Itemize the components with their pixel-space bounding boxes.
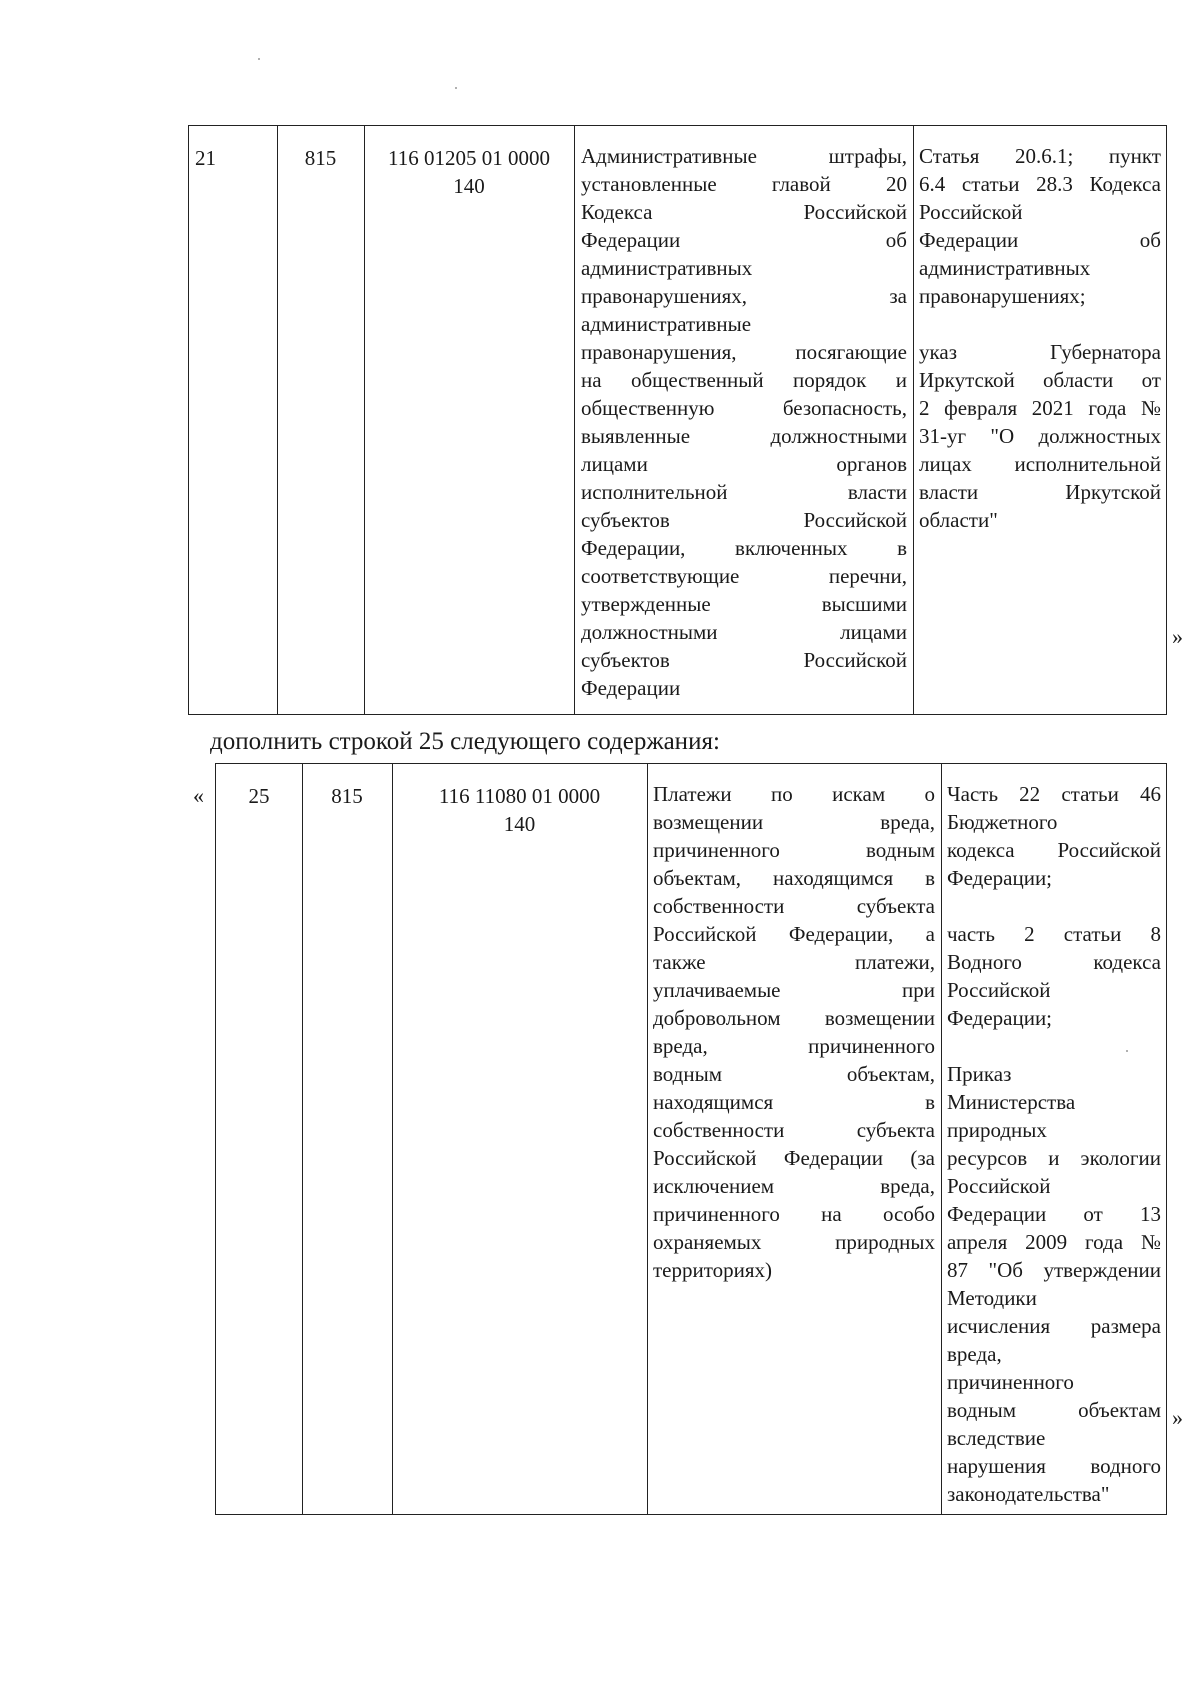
- kbk-code: [392, 782, 647, 838]
- text-line: причиненного водным: [653, 838, 935, 862]
- column-divider: [302, 764, 303, 1514]
- text-line: Методики: [947, 1286, 1037, 1310]
- text-line: Федерации;: [947, 1006, 1053, 1030]
- text-line: вследствие: [947, 1426, 1046, 1450]
- admin-code: 815: [304, 146, 337, 170]
- scan-speck: [258, 58, 260, 60]
- column-divider: [941, 764, 942, 1514]
- text-line: 6.4 статьи 28.3 Кодекса: [919, 172, 1161, 196]
- text-line: Иркутской области от: [919, 368, 1161, 392]
- text-line: Часть 22 статьи 46: [947, 782, 1161, 806]
- column-divider: [392, 764, 393, 1514]
- text-line: ресурсов и экологии: [947, 1146, 1161, 1170]
- text-line: уплачиваемые при: [653, 978, 935, 1002]
- text-line: нарушения водного: [947, 1454, 1161, 1478]
- text-line: правонарушениях;: [919, 284, 1086, 308]
- text-line: вреда, причиненного: [653, 1034, 935, 1058]
- text-line: Федерации от 13: [947, 1202, 1161, 1226]
- text-line: административных: [581, 256, 753, 280]
- closing-quote: »: [1172, 624, 1183, 649]
- text-line: причиненного: [947, 1370, 1074, 1394]
- scan-speck: [455, 87, 457, 89]
- text-line: 2 февраля 2021 года №: [919, 396, 1161, 420]
- opening-quote: «: [193, 783, 204, 808]
- text-line: Водного кодекса: [947, 950, 1161, 974]
- text-line: Приказ: [947, 1062, 1012, 1086]
- text-line: [947, 892, 1161, 920]
- text-line: добровольном возмещении: [653, 1006, 935, 1030]
- text-line: Российской Федерации, а: [653, 922, 935, 946]
- row-number: 21: [195, 146, 216, 170]
- text-line: соответствующие перечни,: [581, 564, 907, 588]
- text-line: должностными лицами: [581, 620, 907, 644]
- kbk-line-1: 116 11080 01 0000: [438, 784, 601, 808]
- text-line: возмещении вреда,: [653, 810, 935, 834]
- text-line: часть 2 статьи 8: [947, 922, 1161, 946]
- text-line: водным объектам,: [653, 1062, 935, 1086]
- kbk-line-2: 140: [503, 812, 536, 836]
- text-line: исполнительной власти: [581, 480, 907, 504]
- text-line: лицах исполнительной: [919, 452, 1161, 476]
- text-line: Российской: [919, 200, 1023, 224]
- text-line: выявленные должностными: [581, 424, 907, 448]
- kbk-line-2: 140: [453, 174, 485, 198]
- table-row-25: [215, 763, 1167, 1515]
- text-line: указ Губернатора: [919, 340, 1161, 364]
- text-line: собственности субъекта: [653, 1118, 935, 1142]
- kbk-line-1: 116 01205 01 0000: [388, 146, 550, 170]
- text-line: Федерации, включенных в: [581, 536, 907, 560]
- closing-quote: »: [1172, 1405, 1183, 1430]
- column-divider: [913, 126, 914, 714]
- legal-basis: [947, 780, 1161, 1508]
- text-line: находящимся в: [653, 1090, 935, 1114]
- admin-code: 815: [331, 784, 363, 808]
- text-line: на общественный порядок и: [581, 368, 907, 392]
- text-line: лицами органов: [581, 452, 907, 476]
- text-line: природных: [947, 1118, 1047, 1142]
- text-line: утвержденные высшими: [581, 592, 907, 616]
- text-line: Российской: [947, 1174, 1051, 1198]
- text-line: [947, 1032, 1161, 1060]
- text-line: Федерации;: [947, 866, 1053, 890]
- revenue-name: [653, 780, 935, 1284]
- text-line: общественную безопасность,: [581, 396, 907, 420]
- text-line: вреда,: [947, 1342, 1002, 1366]
- text-line: апреля 2009 года №: [947, 1230, 1161, 1254]
- text-line: установленные главой 20: [581, 172, 907, 196]
- table-row-21: [188, 125, 1167, 715]
- text-line: причиненного на особо: [653, 1202, 935, 1226]
- text-line: правонарушения, посягающие: [581, 340, 907, 364]
- text-line: Административные штрафы,: [581, 144, 907, 168]
- text-line: субъектов Российской: [581, 648, 907, 672]
- text-line: Российской Федерации (за: [653, 1146, 935, 1170]
- text-line: 87 "Об утверждении: [947, 1258, 1161, 1282]
- text-line: водным объектам: [947, 1398, 1161, 1422]
- text-line: исключением вреда,: [653, 1174, 935, 1198]
- text-line: исчисления размера: [947, 1314, 1161, 1338]
- text-line: власти Иркутской: [919, 480, 1161, 504]
- text-line: субъектов Российской: [581, 508, 907, 532]
- text-line: Кодекса Российской: [581, 200, 907, 224]
- text-line: правонарушениях, за: [581, 284, 907, 308]
- text-line: законодательства": [947, 1482, 1110, 1506]
- instruction-text: дополнить строкой 25 следующего содержания:: [210, 728, 720, 755]
- column-divider: [277, 126, 278, 714]
- text-line: Федерации об: [919, 228, 1161, 252]
- column-divider: [574, 126, 575, 714]
- text-line: области": [919, 508, 998, 532]
- text-line: кодекса Российской: [947, 838, 1161, 862]
- column-divider: [647, 764, 648, 1514]
- text-line: также платежи,: [653, 950, 935, 974]
- row-number: 25: [248, 784, 270, 808]
- text-line: объектам, находящимся в: [653, 866, 935, 890]
- text-line: собственности субъекта: [653, 894, 935, 918]
- kbk-code: [364, 144, 574, 200]
- text-line: охраняемых природных: [653, 1230, 935, 1254]
- text-line: Федерации об: [581, 228, 907, 252]
- column-divider: [364, 126, 365, 714]
- text-line: административных: [919, 256, 1091, 280]
- legal-basis: [919, 142, 1161, 534]
- text-line: административные: [581, 312, 752, 336]
- text-line: территориях): [653, 1258, 773, 1282]
- text-line: Платежи по искам о: [653, 782, 935, 806]
- text-line: Федерации: [581, 676, 681, 700]
- text-line: Российской: [947, 978, 1051, 1002]
- text-line: Бюджетного: [947, 810, 1058, 834]
- text-line: Статья 20.6.1; пункт: [919, 144, 1161, 168]
- text-line: 31-уг "О должностных: [919, 424, 1161, 448]
- text-line: [919, 310, 1161, 338]
- revenue-name: [581, 142, 907, 702]
- text-line: Министерства: [947, 1090, 1076, 1114]
